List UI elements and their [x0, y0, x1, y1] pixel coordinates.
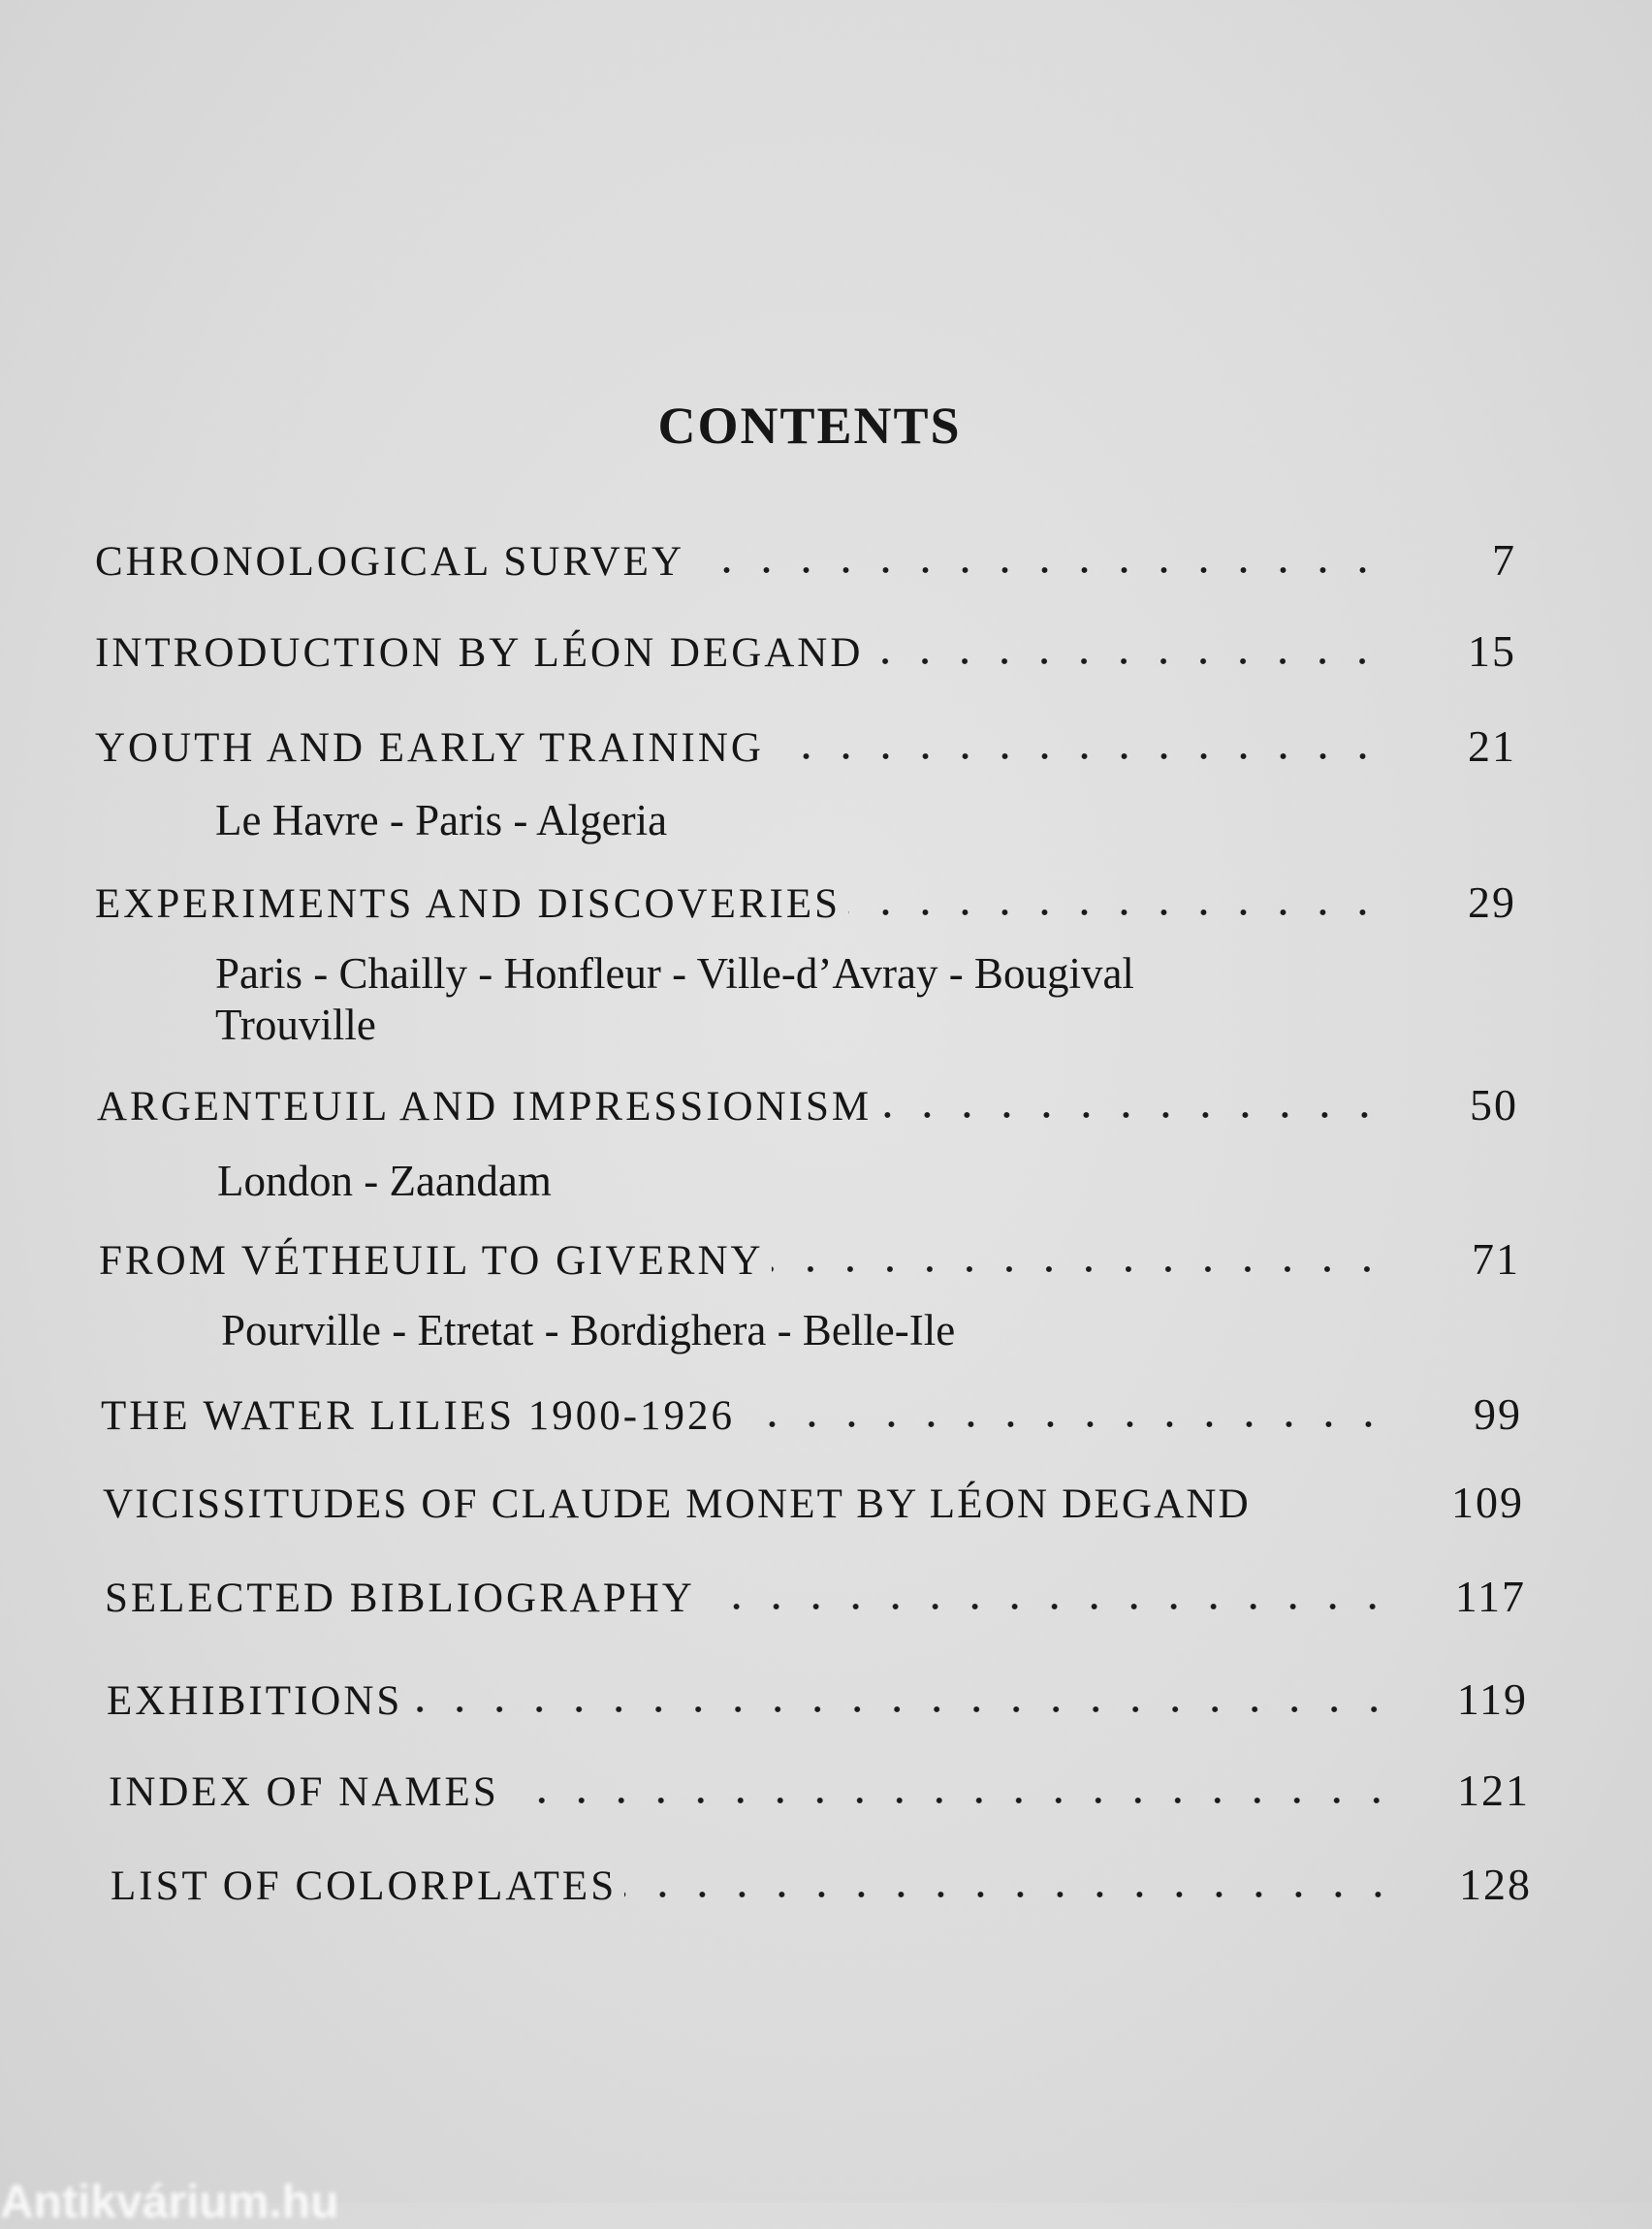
entry-page: 29	[1468, 877, 1516, 927]
entry-label: EXHIBITIONS	[107, 1678, 403, 1724]
entry-page: 21	[1468, 721, 1516, 771]
entry-label: VICISSITUDES OF CLAUDE MONET BY LÉON DEGAND	[103, 1481, 1251, 1527]
entry-subtitle: Le Havre - Paris - Algeria	[215, 796, 668, 844]
entry-page: 15	[1468, 626, 1516, 676]
entry-label: INTRODUCTION BY LÉON DEGAND	[95, 630, 864, 676]
entry-label: CHRONOLOGICAL SURVEY	[95, 539, 684, 585]
entry-label: THE WATER LILIES 1900-1926	[101, 1393, 736, 1439]
entry-subtitle: Trouville	[215, 1001, 376, 1049]
entry-label: YOUTH AND EARLY TRAINING	[95, 725, 764, 771]
entry-label: ARGENTEUIL AND IMPRESSIONISM	[97, 1084, 873, 1130]
entry-label: FROM VÉTHEUIL TO GIVERNY	[99, 1238, 764, 1284]
dot-leader	[772, 750, 1382, 762]
watermark: Antikvárium.hu	[0, 2177, 339, 2228]
toc-entry	[109, 1766, 1530, 1816]
toc-entry	[95, 535, 1516, 586]
entry-label: LIST OF COLORPLATES	[111, 1863, 618, 1909]
entry-page: 121	[1457, 1766, 1530, 1815]
entry-subtitle: Pourville - Etretat - Bordighera - Belle-Ile	[221, 1306, 956, 1354]
toc-entry	[107, 1674, 1528, 1725]
toc-entry	[111, 1860, 1532, 1910]
dot-leader	[743, 1418, 1388, 1430]
entry-label: INDEX OF NAMES	[109, 1769, 499, 1815]
toc-entry	[95, 626, 1516, 677]
dot-leader	[871, 655, 1382, 667]
entry-page: 117	[1454, 1572, 1526, 1621]
entry-page: 7	[1492, 535, 1516, 585]
entry-subtitle: Paris - Chailly - Honfleur - Ville-d’Avray - Bougival	[215, 949, 1134, 998]
entry-page: 99	[1474, 1389, 1522, 1439]
dot-leader	[624, 1889, 1398, 1900]
entry-page: 128	[1459, 1860, 1532, 1909]
entry-label: EXPERIMENTS AND DISCOVERIES	[95, 881, 842, 927]
entry-page: 50	[1470, 1080, 1518, 1130]
dot-leader	[772, 1263, 1386, 1275]
dot-leader	[703, 1601, 1392, 1612]
entry-label: SELECTED BIBLIOGRAPHY	[105, 1576, 695, 1621]
entry-page: 71	[1472, 1234, 1520, 1284]
entry-page: 109	[1451, 1478, 1524, 1527]
page-title: CONTENTS	[657, 397, 962, 455]
toc-entry	[103, 1478, 1524, 1528]
dot-leader	[879, 1109, 1384, 1121]
dot-leader	[410, 1704, 1394, 1715]
toc-entry	[105, 1572, 1526, 1622]
toc-entry	[95, 877, 1516, 928]
dot-leader	[848, 907, 1382, 918]
toc-entry	[99, 1234, 1520, 1285]
entry-subtitle: London - Zaandam	[217, 1157, 552, 1205]
toc-entry	[95, 721, 1516, 772]
entry-page: 119	[1456, 1674, 1528, 1724]
dot-leader	[692, 564, 1382, 576]
toc-entry	[97, 1080, 1518, 1130]
dot-leader	[507, 1795, 1396, 1806]
toc-entry	[101, 1389, 1522, 1440]
